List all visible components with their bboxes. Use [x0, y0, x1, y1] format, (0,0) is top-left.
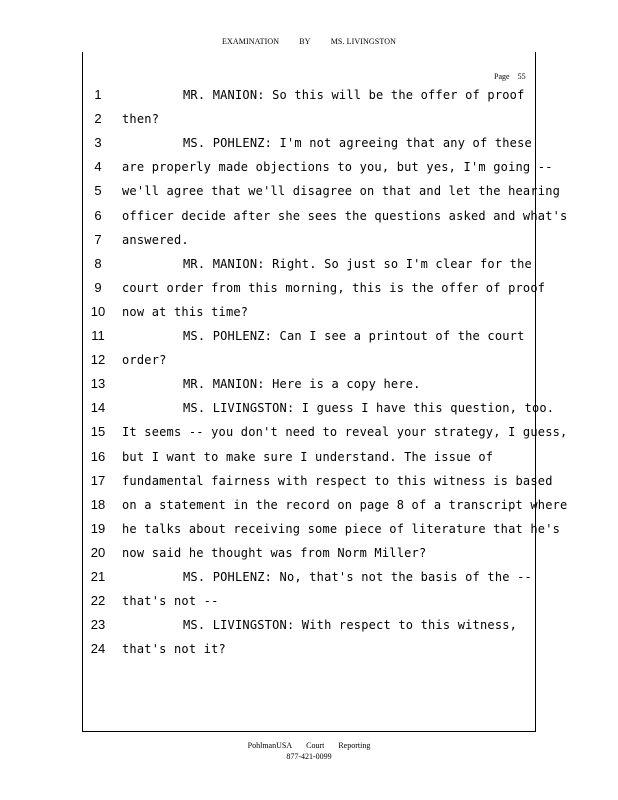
page-number-value: 55: [517, 72, 526, 81]
header-examiner: MS. LIVINGSTON: [330, 37, 396, 46]
line-text: that's not --: [122, 594, 219, 608]
page-header: [0, 37, 618, 46]
line-number: 11: [91, 328, 105, 343]
line-number: 22: [90, 593, 106, 608]
page-footer: [0, 740, 618, 762]
line-number: 19: [90, 521, 106, 536]
line-text: MS. POHLENZ: I'm not agreeing that any of these: [183, 136, 532, 150]
line-number: 24: [90, 641, 106, 656]
line-text: court order from this morning, this is the offer of proof: [122, 281, 546, 295]
line-number: 5: [94, 183, 102, 198]
page-number: [494, 72, 526, 81]
line-text: MS. LIVINGSTON: I guess I have this question, too.: [183, 401, 555, 415]
line-text: now said he thought was from Norm Miller?: [122, 546, 427, 560]
line-number: 4: [94, 159, 102, 174]
footer-reporting: Reporting: [338, 741, 371, 750]
line-text: MS. POHLENZ: No, that's not the basis of the --: [183, 570, 532, 584]
line-number: 8: [94, 256, 102, 271]
line-text: It seems -- you don't need to reveal your strategy, I guess,: [122, 425, 568, 439]
line-number: 20: [90, 545, 106, 560]
page-label: Page: [494, 72, 510, 81]
line-text: on a statement in the record on page 8 of a transcript where: [122, 498, 568, 512]
line-number: 13: [90, 376, 106, 391]
footer-court: Court: [306, 741, 325, 750]
line-text: officer decide after she sees the questions asked and what's: [122, 209, 568, 223]
line-text: order?: [122, 353, 167, 367]
header-examination: EXAMINATION: [222, 37, 280, 46]
line-text: now at this time?: [122, 305, 249, 319]
line-number: 10: [90, 304, 106, 319]
line-text: MR. MANION: Right. So just so I'm clear for the: [183, 257, 532, 271]
line-number: 23: [90, 617, 106, 632]
line-number: 21: [90, 569, 106, 584]
line-number: 17: [90, 473, 106, 488]
line-number: 6: [94, 208, 102, 223]
line-number: 16: [90, 449, 106, 464]
line-number: 1: [94, 87, 102, 102]
line-number: 15: [90, 424, 106, 439]
line-number: 7: [94, 232, 102, 247]
header-by: BY: [299, 37, 311, 46]
line-text: then?: [122, 112, 160, 126]
line-number: 12: [90, 352, 106, 367]
line-text: fundamental fairness with respect to this witness is based: [122, 474, 553, 488]
line-number: 2: [94, 111, 102, 126]
line-text: MS. LIVINGSTON: With respect to this witness,: [183, 618, 518, 632]
footer-phone: 877-421-0099: [286, 752, 332, 761]
line-number: 14: [90, 400, 106, 415]
line-number: 3: [94, 135, 102, 150]
line-text: MR. MANION: Here is a copy here.: [183, 377, 421, 391]
footer-company: PohlmanUSA: [247, 741, 293, 750]
line-text: answered.: [122, 233, 189, 247]
line-text: MS. POHLENZ: Can I see a printout of the court: [183, 329, 525, 343]
line-text: but I want to make sure I understand. The issue of: [122, 450, 494, 464]
line-text: are properly made objections to you, but yes, I'm going --: [122, 160, 553, 174]
line-text: he talks about receiving some piece of literature that he's: [122, 522, 561, 536]
line-number: 18: [90, 497, 106, 512]
line-number: 9: [94, 280, 102, 295]
line-text: we'll agree that we'll disagree on that and let the hearing: [122, 184, 561, 198]
line-text: that's not it?: [122, 642, 226, 656]
line-text: MR. MANION: So this will be the offer of proof: [183, 88, 525, 102]
